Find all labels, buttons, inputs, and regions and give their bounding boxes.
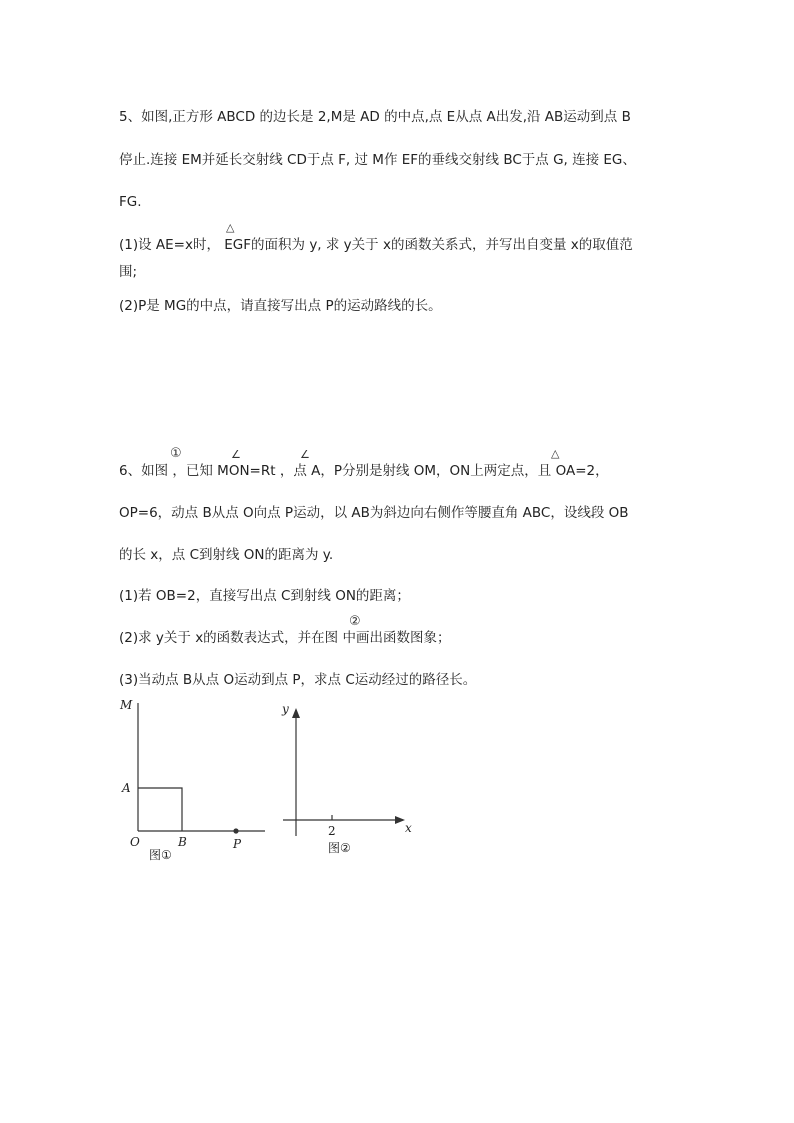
point-p-dot [233, 828, 238, 833]
p6-q3: (3)当动点 B从点 O运动到点 P，求点 C运动经过的路径长。 [119, 672, 477, 688]
fig1-ref-mark: ① [170, 446, 182, 461]
figure2-caption: 图② [328, 841, 351, 855]
triangle-symbol: △ [226, 221, 235, 234]
p5-line1: 5、如图,正方形 ABCD 的边长是 2,M是 AD 的中点,点 E从点 A出发,沿 AB运动到点 B [119, 109, 631, 125]
label-o: O [130, 835, 140, 849]
p5-line2: 停止.连接 EM并延长交射线 CD于点 F, 过 M作 EF的垂线交射线 BC于点 G, 连接 EG、 [119, 152, 636, 168]
p5-q1-line1: (1)设 AE=x时， EGF的面积为 y, 求 y关于 x的函数关系式，并写出自变量 x的取值范 [119, 237, 633, 253]
label-a: A [122, 781, 131, 795]
p6-line1: 6、如图 ，已知 MON=Rt ，点 A，P分别是射线 OM，ON上两定点，且 OA=2， [119, 463, 609, 479]
figure-2 [278, 698, 418, 858]
angle-symbol: ∠ [231, 448, 241, 461]
label-y: y [282, 702, 289, 716]
label-b: B [178, 835, 187, 849]
angle-symbol-2: ∠ [300, 448, 310, 461]
label-m: M [120, 698, 133, 712]
p6-q1: (1)若 OB=2，直接写出点 C到射线 ON的距离； [119, 588, 410, 604]
triangle-symbol-2: △ [551, 447, 560, 460]
p6-line2: OP=6，动点 B从点 O向点 P运动，以 AB为斜边向右侧作等腰直角 ABC，设线段 OB [119, 505, 629, 521]
fig2-ref-mark: ② [349, 614, 361, 629]
p5-q1-line2: 围; [119, 264, 138, 280]
label-p: P [233, 837, 242, 851]
figure-1 [110, 695, 280, 865]
p6-q2: (2)求 y关于 x的函数表达式，并在图 中画出函数图象； [119, 630, 451, 646]
y-axis-arrow [292, 708, 300, 718]
p5-line3: FG. [119, 194, 142, 210]
figure1-caption: 图① [149, 848, 172, 862]
p6-line3: 的长 x，点 C到射线 ON的距离为 y. [119, 547, 334, 563]
tick-2-label: 2 [328, 824, 336, 838]
p5-q2: (2)P是 MG的中点，请直接写出点 P的运动路线的长。 [119, 298, 442, 314]
label-x: x [405, 821, 412, 835]
x-axis-arrow [395, 816, 405, 824]
square-oab [138, 788, 182, 831]
